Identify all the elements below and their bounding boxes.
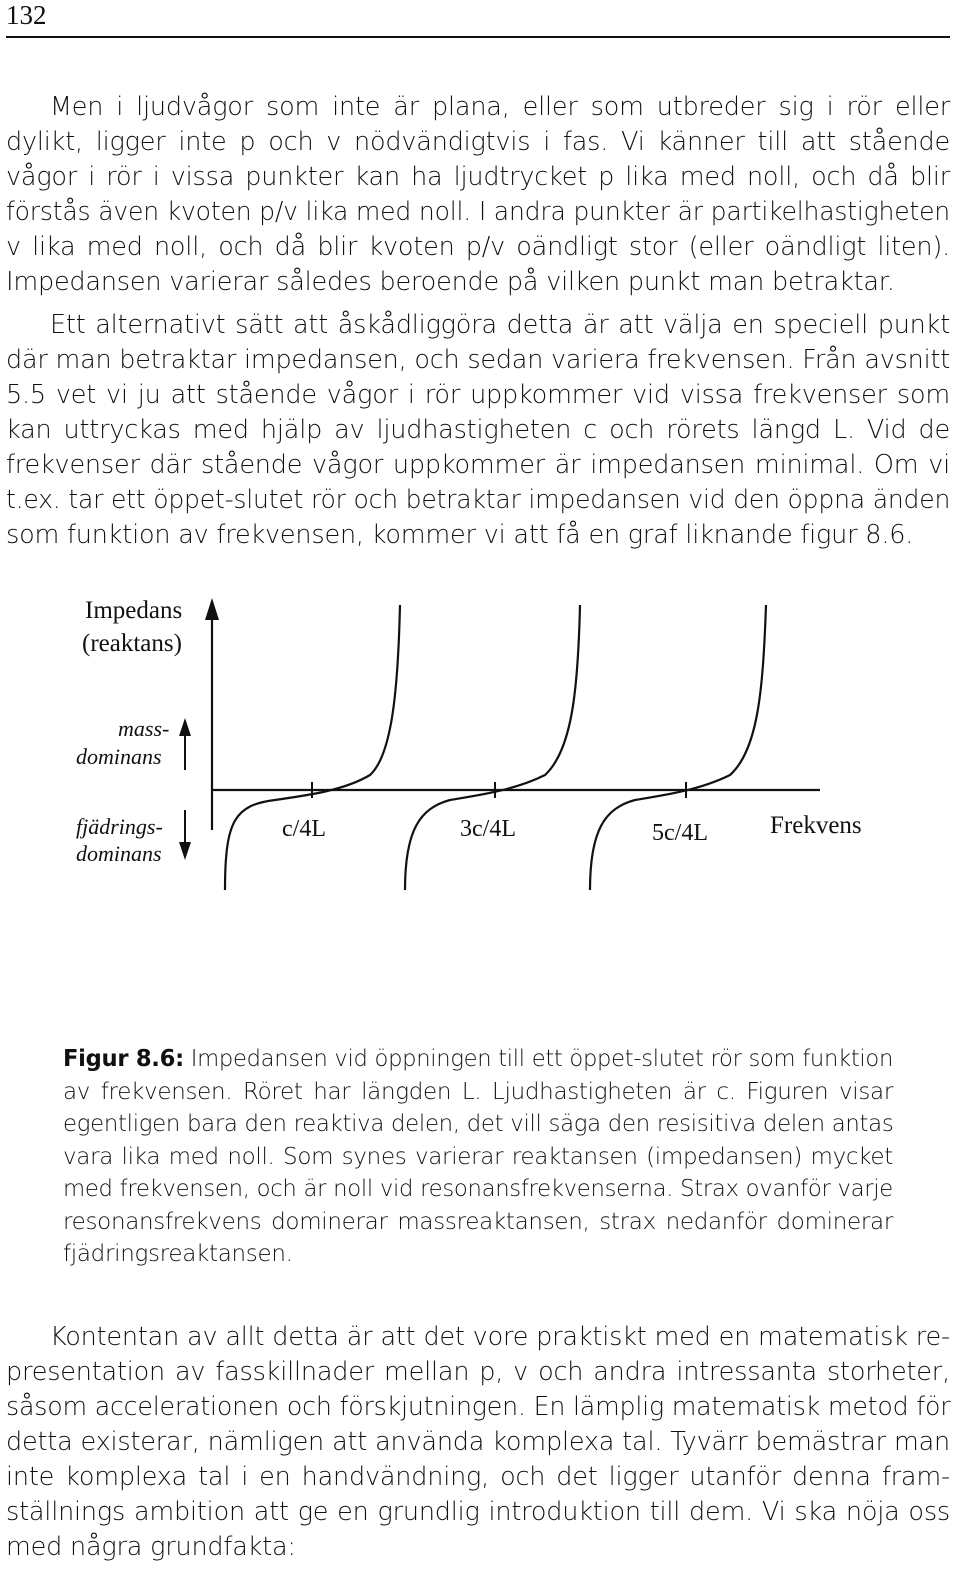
text-line: frekvenser där stående vågor uppkommer är impedansen minimal. Om vi	[6, 450, 950, 480]
mass-label-2: dominans	[76, 744, 162, 769]
spring-label-1: fjädrings-	[76, 814, 163, 839]
text-line: med några grundfakta:	[6, 1532, 296, 1562]
y-axis-label-2: (reaktans)	[82, 630, 182, 657]
mass-label-1: mass-	[118, 716, 170, 741]
text-line: vågor i rör i vissa punkter kan ha ljudtrycket p lika med noll, och då blir	[6, 162, 950, 192]
text-line: Impedansen varierar således beroende på vilken punkt man betraktar.	[6, 267, 895, 297]
tick-label-3: 5c/4L	[652, 820, 708, 846]
text-line: såsom accelerationen och förskjutningen. En lämplig matematisk metod för	[6, 1392, 951, 1422]
spring-arrow-head	[179, 842, 191, 860]
tick-label-1: c/4L	[282, 816, 326, 842]
text-line: dylikt, ligger inte p och v nödvändigtvis i fas. Vi känner till att stående	[6, 127, 950, 157]
curve-1	[225, 605, 400, 890]
text-line: där man betraktar impedansen, och sedan variera frekvensen. Från avsnitt	[6, 345, 951, 375]
paragraph-3	[6, 1320, 950, 1565]
text-line: kan uttryckas med hjälp av ljudhastigheten c och rörets längd L. Vid de	[6, 415, 950, 445]
caption-line: fjädringsreaktansen.	[63, 1241, 293, 1267]
text-line: detta existerar, nämligen att använda komplexa tal. Tyvärr bemästrar man	[6, 1427, 950, 1457]
figure-caption	[63, 1043, 893, 1271]
text-line: som funktion av frekvensen, kommer vi att få en graf liknande figur 8.6.	[6, 520, 914, 550]
header-rule	[6, 36, 950, 38]
impedance-figure	[60, 590, 900, 890]
y-axis-label-1: Impedans	[85, 597, 183, 624]
caption-line: egentligen bara den reaktiva delen, det vill säga den resisitiva delen antas	[63, 1111, 894, 1137]
y-axis-arrow	[205, 598, 219, 620]
caption-line: vara lika med noll. Som synes varierar reaktansen (impedansen) mycket	[63, 1143, 893, 1170]
text-line: 5.5 vet vi ju att stående vågor i rör uppkommer vid vissa frekvenser som	[6, 380, 950, 410]
paragraph-2	[6, 308, 950, 553]
caption-line: av frekvensen. Röret har längden L. Ljudhastigheten är c. Figuren visar	[63, 1078, 893, 1105]
text-line: Kontentan av allt detta är att det vore praktiskt med en matematisk re-	[50, 1322, 950, 1352]
spring-label-2: dominans	[76, 841, 162, 866]
caption-text: Impedansen vid öppningen till ett öppet-slutet rör som funktion	[183, 1046, 894, 1072]
text-line: t.ex. tar ett öppet-slutet rör och betraktar impedansen vid den öppna änden	[6, 485, 951, 515]
text-line: inte komplexa tal i en handvändning, och det ligger utanför denna fram-	[6, 1462, 950, 1492]
paragraph-1	[6, 90, 950, 300]
curve-2	[405, 605, 580, 890]
text-line: Ett alternativt sätt att åskådliggöra detta är att välja en speciell punkt	[50, 310, 950, 340]
mass-arrow-head	[179, 718, 191, 736]
text-line: presentation av fasskillnader mellan p, v och andra intressanta storheter,	[6, 1357, 950, 1387]
x-axis-label: Frekvens	[770, 812, 862, 839]
caption-label: Figur 8.6:	[63, 1046, 184, 1072]
caption-line: resonansfrekvens dominerar massreaktansen, strax nedanför dominerar	[63, 1208, 893, 1235]
text-line: v lika med noll, och då blir kvoten p/v oändligt stor (eller oändligt liten).	[6, 232, 950, 262]
text-line: ställnings ambition att ge en grundlig introduktion till dem. Vi ska nöja oss	[6, 1497, 950, 1527]
text-line: förstås även kvoten p/v lika med noll. I andra punkter är partikelhastigheten	[6, 197, 950, 227]
caption-first-line	[63, 1043, 893, 1076]
text-line: Men i ljudvågor som inte är plana, eller som utbreder sig i rör eller	[50, 92, 950, 122]
caption-line: med frekvensen, och är noll vid resonansfrekvenserna. Strax ovanför varje	[63, 1176, 893, 1202]
page-number: 132	[6, 0, 47, 30]
curve-3	[590, 605, 766, 890]
tick-label-2: 3c/4L	[460, 816, 516, 842]
